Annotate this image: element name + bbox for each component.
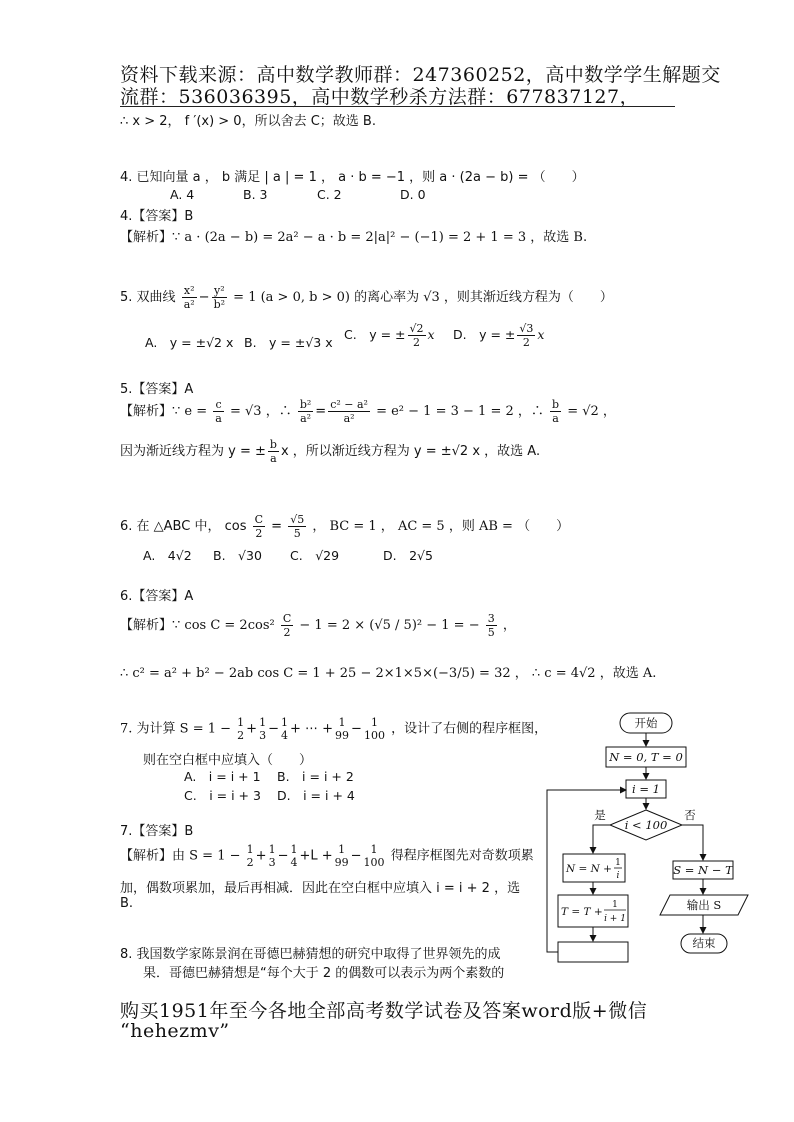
q6-analysis-line-2: ∴ c² = a² + b² − 2ab cos C = 1 + 25 − 2×1×5×(−3/5) = 32 ， ∴ c = 4√2 ，故选 A.	[120, 666, 657, 681]
denominator: 5	[487, 626, 495, 639]
fraction	[408, 322, 426, 349]
flow-yes-label: 是	[594, 808, 606, 822]
fraction	[253, 513, 265, 540]
numerator: c	[213, 398, 224, 412]
analysis-label: 【解析】	[120, 618, 173, 633]
flow-s-calc-label: S = N − T	[673, 863, 733, 877]
q5-analysis-line-2	[120, 438, 540, 465]
option-c-text: C. y = ±	[344, 327, 406, 342]
q6-option-c: C. √29	[290, 548, 340, 563]
flow-t-frac-num: 1	[612, 900, 618, 910]
q5-answer: 5.【答案】A	[120, 382, 194, 397]
numerator: √3	[519, 322, 534, 335]
numerator: 3	[487, 612, 495, 625]
option-d-text: D. y = ±	[453, 327, 516, 342]
q5-option-a: A. y = ±√2 x	[145, 335, 234, 350]
q6-option-b: B. √30	[213, 548, 262, 563]
flow-t-frac-den: i + 1	[604, 914, 626, 924]
q5-line2-b: x ，所以渐近线方程为 y = ±√2 x ，故选 A.	[280, 444, 541, 459]
q5-number: 5.	[120, 290, 133, 305]
header-line-1: 资料下载来源：高中数学教师群：247360252，高中数学学生解题交	[120, 64, 721, 86]
denominator: 2	[413, 336, 420, 349]
q5-option-c: C. y = ± $\frac{√2}{2}$ x	[344, 322, 435, 349]
q4-stem: 4. 已知向量 a ， b 满足 | a | = 1 ， a · b = −1 ，则 a · (2a − b) = （ ）	[120, 170, 585, 185]
numerator: b	[552, 398, 560, 411]
q6-a3: ，	[502, 618, 516, 633]
footer-line-2: “hehezmv”	[120, 1020, 230, 1042]
numerator: x²	[182, 284, 197, 298]
flow-i1-label: i = 1	[632, 782, 660, 796]
fraction	[328, 398, 370, 425]
q6-stem-b: =	[271, 519, 283, 534]
numerator: √5	[290, 513, 305, 526]
q7-analysis-line-3: B.	[120, 896, 134, 911]
q7-option-a: A. i = i + 1	[184, 769, 261, 784]
q5-stem-end: = 1 (a > 0, b > 0) 的离心率为 √3 ，则其渐近线方程为（ ）	[233, 290, 613, 305]
flow-end-label: 结束	[692, 936, 716, 950]
denominator: 2	[283, 626, 291, 639]
numerator: y²	[212, 284, 227, 298]
q4-analysis-text: ∵ a · (2a − b) = 2a² − a · b = 2|a|² − (−1) = 2 + 1 = 3 ，故选 B.	[172, 230, 588, 245]
q4-analysis	[120, 226, 587, 245]
q6-a2: − 1 = 2 × (√5 / 5)² − 1 = −	[299, 618, 480, 633]
flow-n-update-label: N = N +	[566, 863, 612, 875]
numerator: c² − a²	[330, 398, 368, 411]
fraction	[298, 398, 313, 425]
q7-analysis-line-1: 【解析】由 S = 1 − 1 2 + 1 3 − 1 4 +L + 1 99 − 1 100 得程序框图先对奇数项累	[120, 843, 534, 869]
q7-stem-line-2: 则在空白框中应填入（ ）	[143, 753, 313, 768]
denominator: 2	[522, 336, 530, 349]
q7-stem-tail: ，设计了右侧的程序框图，	[391, 721, 548, 737]
fraction	[550, 398, 561, 425]
q6-stem	[120, 513, 569, 540]
analysis-label: 【解析】	[120, 404, 173, 419]
q6-option-a: A. 4√2	[143, 548, 192, 563]
q7-option-c: C. i = i + 3	[184, 788, 261, 803]
numerator: √2	[409, 322, 424, 335]
q7-option-d: D. i = i + 4	[277, 788, 355, 803]
q4-option-c: C. 2	[317, 187, 342, 202]
header-divider	[120, 106, 675, 107]
denominator: a²	[183, 298, 195, 311]
denominator: b²	[213, 298, 226, 311]
q5-stem-start: 双曲线	[136, 290, 176, 305]
flow-condition-label: i < 100	[624, 818, 668, 832]
q5-option-d: D. y = ± $\frac{√3}{2}$ x	[453, 322, 545, 349]
q8-line-1: 8. 我国数学家陈景润在哥德巴赫猜想的研究中取得了世界领先的成	[120, 947, 501, 962]
fraction	[213, 398, 224, 425]
analysis-label: 【解析】	[120, 848, 173, 864]
fraction	[288, 513, 306, 540]
denominator: a	[215, 412, 222, 425]
q5-a1: ∵ e =	[172, 404, 208, 419]
q6-answer: 6.【答案】A	[120, 589, 194, 604]
denominator: 5	[293, 527, 301, 540]
q8-line-2: 果．哥德巴赫猜想是“每个大于 2 的偶数可以表示为两个素数的	[143, 966, 505, 981]
flow-t-update-label: T = T +	[561, 906, 603, 918]
numerator: C	[282, 612, 292, 625]
q7-option-b: B. i = i + 2	[277, 769, 354, 784]
numerator: C	[254, 513, 264, 526]
q5-stem: 5. 双曲线 $\frac{\text{x²}}{\text{a²}}$ − $\frac{\text{y²}}{\text{b²}}$ = 1 (a > 0, b > 0) 的离心率为 √3 ，则其渐近线方程为（ ）	[120, 284, 613, 311]
previous-answer-tail: ∴ x > 2， f ′(x) > 0，所以舍去 C；故选 B.	[120, 114, 376, 129]
flow-blank-box	[558, 942, 628, 962]
q5-analysis-line-1: 【解析】∵ e = $\frac{c}{a}$ = √3 ，∴ $\frac{\text{b²}}{\text{a²}}$ = $\frac{\text{c² − a²}}{\text{a²}}$ = e² − 1 = 3 − 1 = 2 ，∴ $\frac{b}{a}$ = √2 ，	[120, 398, 616, 425]
denominator: 2	[255, 527, 263, 540]
q6-option-d: D. 2√5	[383, 548, 433, 563]
q6-analysis-line-1	[120, 612, 516, 639]
denominator: a	[552, 412, 559, 425]
q6-a1: ∵ cos C = 2cos²	[172, 618, 275, 633]
denominator: a²	[300, 412, 312, 425]
fraction	[486, 612, 497, 639]
q7-analysis-line-2: 加，偶数项累加，最后再相减．因此在空白框中应填入 i = i + 2 ，选	[120, 881, 521, 896]
fraction	[212, 284, 227, 311]
q7-stem-line-1: 7. 为计算 S = 1 − 1 2 + 1 3 − 1 4 + ⋯ + 1 99 − 1 100 ，设计了右侧的程序框图，	[120, 716, 548, 742]
q7-a1-post: 得程序框图先对奇数项累	[390, 848, 534, 864]
flow-start-label: 开始	[634, 716, 658, 730]
q4-option-b: B. 3	[243, 187, 268, 202]
numerator: b	[269, 438, 277, 451]
flow-no-label: 否	[684, 808, 696, 822]
q4-answer: 4.【答案】B	[120, 209, 194, 224]
q7-answer: 7.【答案】B	[120, 824, 194, 839]
q5-option-b: B. y = ±√3 x	[244, 335, 333, 350]
q5-a3: = e² − 1 = 3 − 1 = 2 ，∴	[376, 404, 544, 419]
numerator: b²	[299, 398, 312, 411]
flow-n-frac-den: i	[616, 871, 620, 881]
analysis-label: 【解析】	[120, 230, 173, 245]
fraction	[517, 322, 535, 349]
flow-n-frac-num: 1	[615, 858, 621, 868]
q7-a1-pre: 由 S = 1 −	[172, 848, 241, 864]
q6-stem-c: ， BC = 1 ， AC = 5 ，则 AB = （ ）	[312, 519, 570, 534]
flow-output-label: 输出 S	[686, 898, 722, 912]
header-line-2: 流群：536036395，高中数学秒杀方法群：677837127，	[120, 86, 640, 108]
fraction	[182, 284, 197, 311]
program-flowchart	[540, 705, 790, 970]
fraction	[268, 438, 279, 465]
q5-a2: = √3 ，∴	[229, 404, 292, 419]
q7-stem-a: 7. 为计算 S = 1 −	[120, 721, 232, 737]
q6-stem-a: 6. 在 △ABC 中， cos	[120, 519, 247, 534]
q4-option-d: D. 0	[400, 187, 426, 202]
q4-option-a: A. 4	[170, 187, 195, 202]
fraction	[281, 612, 293, 639]
footer-line-1: 购买1951年至今各地全部高考数学试卷及答案word版+微信	[120, 1000, 648, 1022]
q5-line2-a: 因为渐近线方程为 y = ±	[120, 444, 266, 459]
denominator: a	[270, 452, 277, 465]
q5-a4: = √2 ，	[567, 404, 616, 419]
denominator: a²	[343, 412, 355, 425]
flow-init-label: N = 0, T = 0	[609, 750, 683, 764]
